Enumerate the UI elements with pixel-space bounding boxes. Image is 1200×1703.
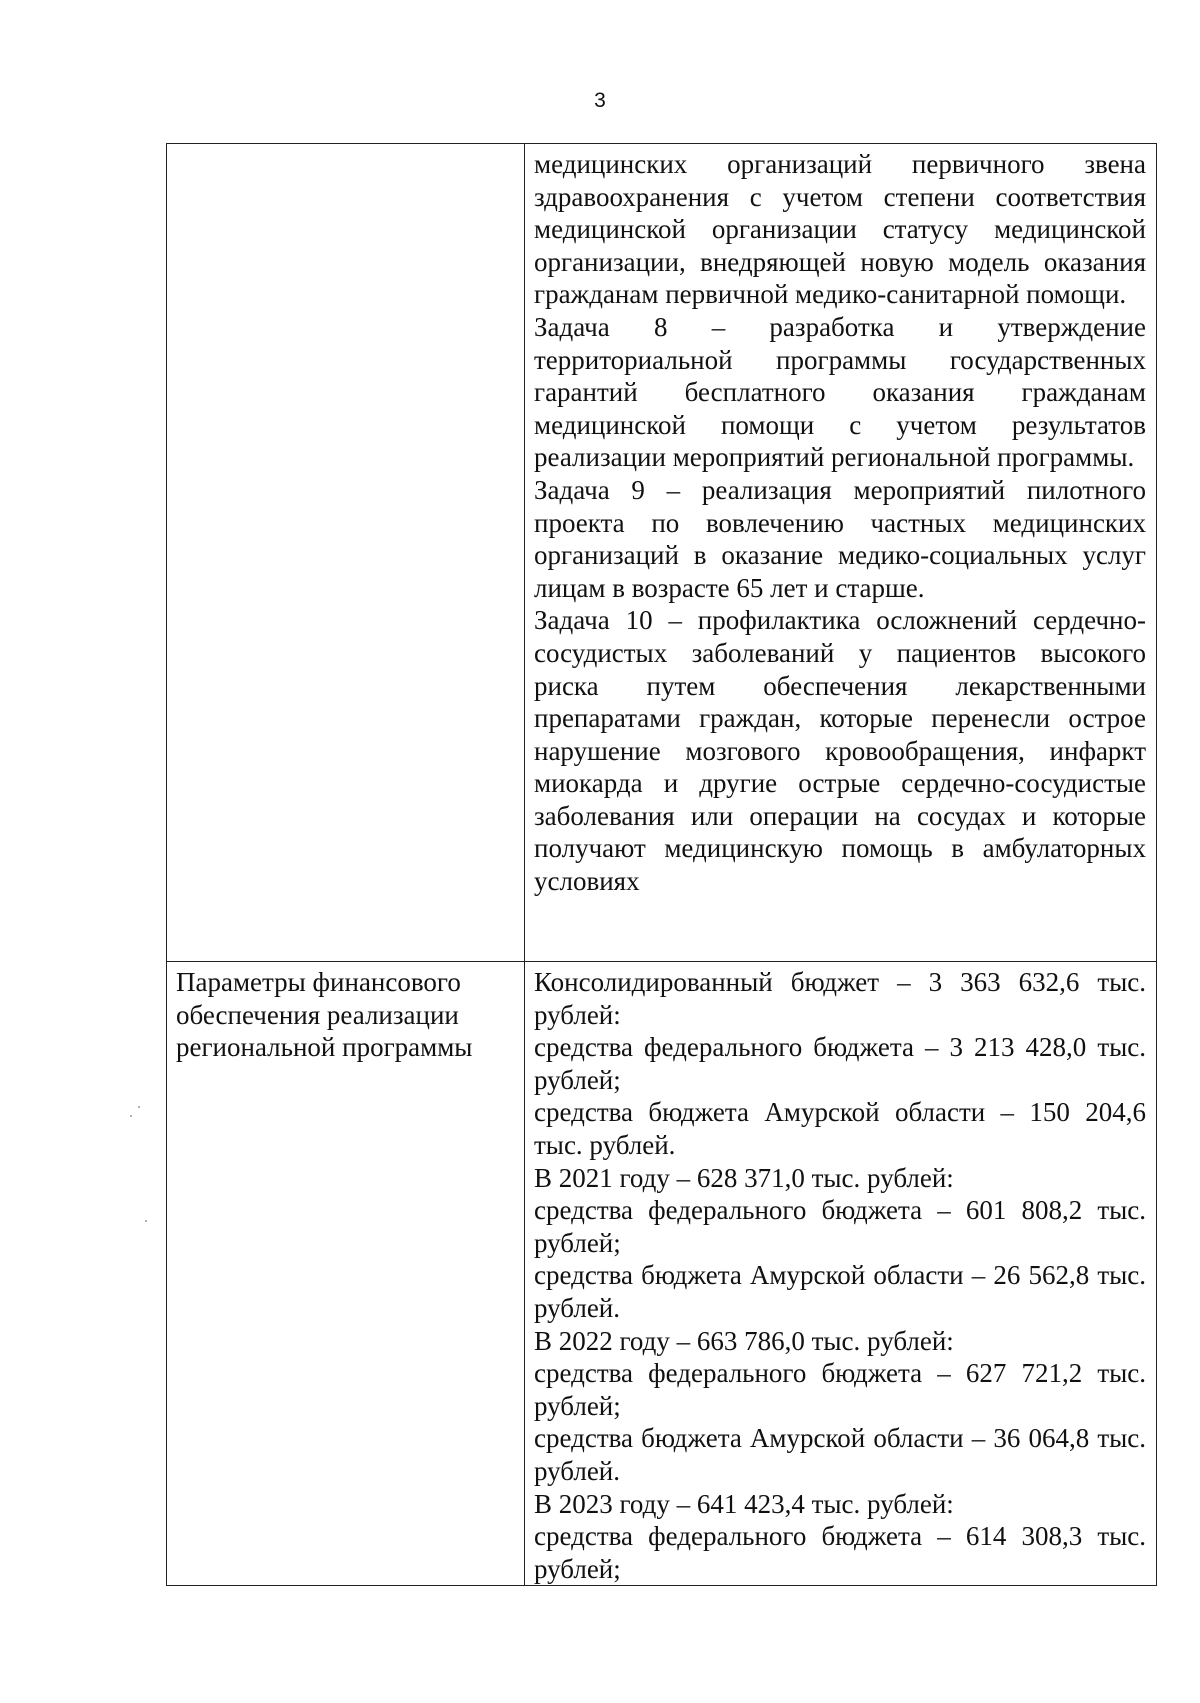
task-8: Задача 8 – разработка и утверждение территориальной программы государственных гарантий бесплатного оказания гражданам медицинской помощи с учетом результатов реализации мероприятий региональной программы. [534,311,1146,473]
row1-label-cell [167,144,525,962]
row2-label-cell [167,962,525,1586]
year-2023-federal: средства федерального бюджета – 614 308,3 тыс. рублей; [534,1521,1146,1584]
scan-speck [130,1115,132,1117]
row2-content-cell [525,962,1157,1586]
task-9: Задача 9 – реализация мероприятий пилотного проекта по вовлечению частных медицинских организаций в оказание медико-социальных услуг лицам в возрасте 65 лет и старше. [534,474,1146,603]
year-2021-total: В 2021 году – 628 371,0 тыс. рублей: [534,1162,954,1193]
year-2021-regional: средства бюджета Амурской области – 26 562,8 тыс. рублей. [534,1260,1146,1323]
regional-budget-total: средства бюджета Амурской области – 150 204,6 тыс. рублей. [534,1097,1146,1160]
row1-label [167,144,524,148]
row1-content-cell [525,144,1157,962]
program-passport-table [166,143,1157,1586]
year-2023-total: В 2023 году – 641 423,4 тыс. рублей: [534,1488,954,1519]
federal-budget-total: средства федерального бюджета – 3 213 428,0 тыс. рублей; [534,1032,1146,1095]
financing-label: Параметры финансового обеспечения реализации региональной программы [176,967,473,1063]
scan-speck [138,1106,140,1108]
table-row-financing [167,962,1157,1586]
year-2022-federal: средства федерального бюджета – 627 721,2 тыс. рублей; [534,1358,1146,1421]
year-2022-total: В 2022 году – 663 786,0 тыс. рублей: [534,1325,954,1356]
task-10: Задача 10 – профилактика осложнений сердечно-сосудистых заболеваний у пациентов высокого риска путем обеспечения лекарственными препаратами граждан, которые перенесли острое нарушение мозгового кровообращения, инфаркт миокарда и другие острые сердечно-сосудистые заболевания или операции на сосудах и которые получают медицинскую помощь в амбулаторных условиях [534,605,1146,897]
scan-speck [145,1220,147,1222]
table-row-tasks [167,144,1157,962]
year-2022-regional: средства бюджета Амурской области – 36 064,8 тыс. рублей. [534,1423,1146,1486]
task-7-continuation: медицинских организаций первичного звена здравоохранения с учетом степени соответствия медицинской организации статусу медицинской организации, внедряющей новую модель оказания гражданам первичной медико-санитарной помощи. [534,149,1146,310]
year-2021-federal: средства федерального бюджета – 601 808,2 тыс. рублей; [534,1195,1146,1258]
consolidated-budget: Консолидированный бюджет – 3 363 632,6 тыс. рублей: [534,967,1146,1030]
page-number: 3 [594,89,606,112]
